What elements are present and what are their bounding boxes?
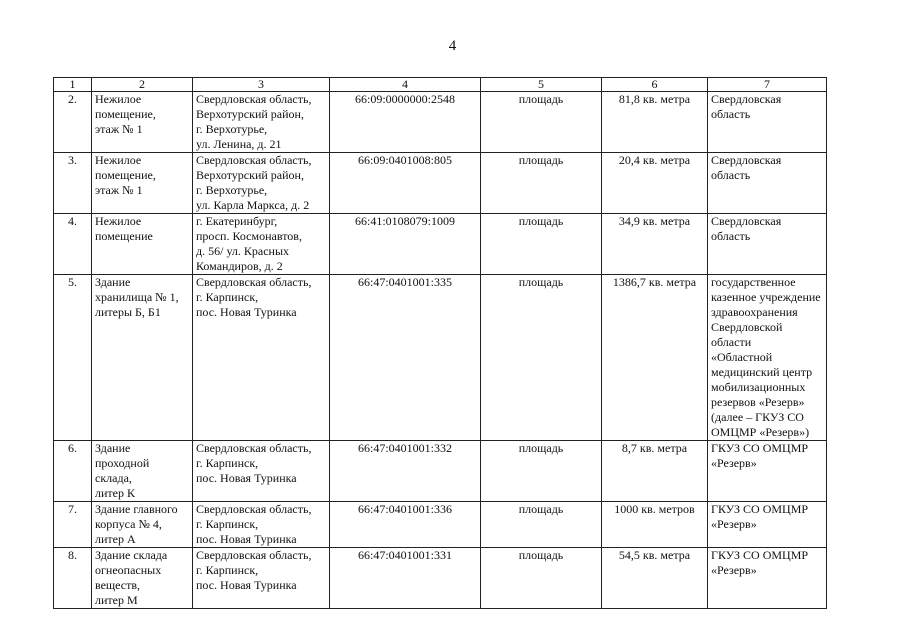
cell-owner: [708, 548, 827, 609]
cell-line: «Резерв»: [711, 563, 757, 577]
cell-line: Свердловская область,: [196, 502, 312, 516]
cell-parameter: площадь: [481, 214, 602, 275]
cell-line: Верхотурский район,: [196, 107, 304, 121]
cell-line: веществ,: [95, 578, 141, 592]
cell-line: помещение,: [95, 168, 156, 182]
cell-line: Свердловская область: [711, 214, 782, 243]
cell-line: Командиров, д. 2: [196, 259, 283, 273]
column-header: 5: [481, 78, 602, 92]
cell-line: литер К: [95, 486, 135, 500]
cell-line: этаж № 1: [95, 183, 143, 197]
property-table: [53, 77, 827, 609]
cell-parameter: площадь: [481, 153, 602, 214]
cell-line: резервов «Резерв»: [711, 395, 805, 409]
cell-line: литер А: [95, 532, 136, 546]
cell-line: мобилизационных: [711, 380, 806, 394]
cell-line: пос. Новая Туринка: [196, 471, 297, 485]
table-row: [54, 441, 827, 502]
cell-area: 54,5 кв. метра: [602, 548, 708, 609]
cell-line: литеры Б, Б1: [95, 305, 161, 319]
table-row: [54, 214, 827, 275]
cell-line: государственное: [711, 275, 796, 289]
cell-object-name: [92, 153, 193, 214]
cell-area: 1386,7 кв. метра: [602, 275, 708, 441]
column-header: 6: [602, 78, 708, 92]
cell-area: 1000 кв. метров: [602, 502, 708, 548]
cell-area: 20,4 кв. метра: [602, 153, 708, 214]
table-row: [54, 275, 827, 441]
cell-address: [193, 441, 330, 502]
cell-number: 6.: [54, 441, 92, 502]
cell-line: г. Карпинск,: [196, 563, 259, 577]
cell-object-name: [92, 214, 193, 275]
cell-line: Свердловская область,: [196, 441, 312, 455]
cell-parameter: площадь: [481, 441, 602, 502]
cell-line: пос. Новая Туринка: [196, 578, 297, 592]
cell-parameter: площадь: [481, 275, 602, 441]
cell-line: г. Верхотурье,: [196, 122, 268, 136]
cell-cadastral-number: 66:47:0401001:332: [330, 441, 481, 502]
cell-owner: [708, 153, 827, 214]
cell-line: ГКУЗ СО ОМЦМР: [711, 502, 809, 516]
cell-line: Нежилое: [95, 214, 142, 228]
cell-owner: [708, 275, 827, 441]
cell-address: [193, 502, 330, 548]
cell-line: огнеопасных: [95, 563, 162, 577]
column-header: 2: [92, 78, 193, 92]
cell-line: д. 56/ ул. Красных: [196, 244, 290, 258]
cell-address: [193, 153, 330, 214]
cell-line: г. Екатеринбург,: [196, 214, 278, 228]
column-header: 4: [330, 78, 481, 92]
cell-line: Свердловская область,: [196, 548, 312, 562]
page-number: 4: [448, 38, 457, 54]
cell-line: Здание главного: [95, 502, 178, 516]
cell-cadastral-number: 66:47:0401001:335: [330, 275, 481, 441]
column-header: 3: [193, 78, 330, 92]
cell-line: проходной: [95, 456, 150, 470]
cell-owner: [708, 92, 827, 153]
cell-line: Свердловской области: [711, 320, 783, 349]
cell-line: пос. Новая Туринка: [196, 305, 297, 319]
cell-cadastral-number: 66:09:0401008:805: [330, 153, 481, 214]
cell-line: помещение: [95, 229, 153, 243]
cell-line: ОМЦМР «Резерв»): [711, 425, 810, 439]
cell-owner: [708, 441, 827, 502]
cell-object-name: [92, 92, 193, 153]
cell-line: г. Карпинск,: [196, 456, 259, 470]
cell-line: этаж № 1: [95, 122, 143, 136]
cell-line: г. Карпинск,: [196, 290, 259, 304]
cell-line: г. Карпинск,: [196, 517, 259, 531]
column-header: 7: [708, 78, 827, 92]
cell-cadastral-number: 66:47:0401001:331: [330, 548, 481, 609]
cell-object-name: [92, 275, 193, 441]
cell-line: Свердловская область: [711, 92, 782, 121]
cell-parameter: площадь: [481, 502, 602, 548]
cell-owner: [708, 214, 827, 275]
cell-area: 81,8 кв. метра: [602, 92, 708, 153]
cell-parameter: площадь: [481, 92, 602, 153]
cell-cadastral-number: 66:09:0000000:2548: [330, 92, 481, 153]
cell-line: «Областной: [711, 350, 773, 364]
cell-cadastral-number: 66:47:0401001:336: [330, 502, 481, 548]
cell-line: просп. Космонавтов,: [196, 229, 302, 243]
cell-parameter: площадь: [481, 548, 602, 609]
cell-area: 34,9 кв. метра: [602, 214, 708, 275]
cell-line: г. Верхотурье,: [196, 183, 268, 197]
cell-address: [193, 92, 330, 153]
cell-number: 4.: [54, 214, 92, 275]
cell-line: ГКУЗ СО ОМЦМР: [711, 548, 809, 562]
cell-line: здравоохранения: [711, 305, 798, 319]
column-number-row: [54, 78, 827, 92]
cell-line: Свердловская область,: [196, 153, 312, 167]
cell-number: 5.: [54, 275, 92, 441]
table-row: [54, 92, 827, 153]
cell-line: литер М: [95, 593, 138, 607]
cell-line: ГКУЗ СО ОМЦМР: [711, 441, 809, 455]
cell-line: Верхотурский район,: [196, 168, 304, 182]
cell-line: хранилища № 1,: [95, 290, 179, 304]
cell-line: корпуса № 4,: [95, 517, 162, 531]
table-row: [54, 502, 827, 548]
cell-line: «Резерв»: [711, 456, 757, 470]
cell-object-name: [92, 548, 193, 609]
cell-line: Здание: [95, 441, 131, 455]
cell-object-name: [92, 502, 193, 548]
cell-line: казенное учреждение: [711, 290, 821, 304]
table-row: [54, 153, 827, 214]
cell-line: Нежилое: [95, 153, 142, 167]
cell-line: Нежилое: [95, 92, 142, 106]
cell-line: Свердловская область: [711, 153, 782, 182]
cell-line: Свердловская область,: [196, 275, 312, 289]
cell-line: склада,: [95, 471, 132, 485]
cell-line: ул. Ленина, д. 21: [196, 137, 282, 151]
cell-number: 8.: [54, 548, 92, 609]
table-row: [54, 548, 827, 609]
cell-line: ул. Карла Маркса, д. 2: [196, 198, 310, 212]
cell-line: помещение,: [95, 107, 156, 121]
cell-number: 7.: [54, 502, 92, 548]
cell-cadastral-number: 66:41:0108079:1009: [330, 214, 481, 275]
column-header: 1: [54, 78, 92, 92]
cell-line: Здание: [95, 275, 131, 289]
cell-object-name: [92, 441, 193, 502]
cell-number: 3.: [54, 153, 92, 214]
cell-line: Здание склада: [95, 548, 168, 562]
cell-line: «Резерв»: [711, 517, 757, 531]
cell-address: [193, 214, 330, 275]
cell-address: [193, 548, 330, 609]
cell-line: Свердловская область,: [196, 92, 312, 106]
cell-line: пос. Новая Туринка: [196, 532, 297, 546]
cell-line: медицинский центр: [711, 365, 813, 379]
cell-line: (далее – ГКУЗ СО: [711, 410, 804, 424]
cell-area: 8,7 кв. метра: [602, 441, 708, 502]
cell-owner: [708, 502, 827, 548]
cell-number: 2.: [54, 92, 92, 153]
cell-address: [193, 275, 330, 441]
